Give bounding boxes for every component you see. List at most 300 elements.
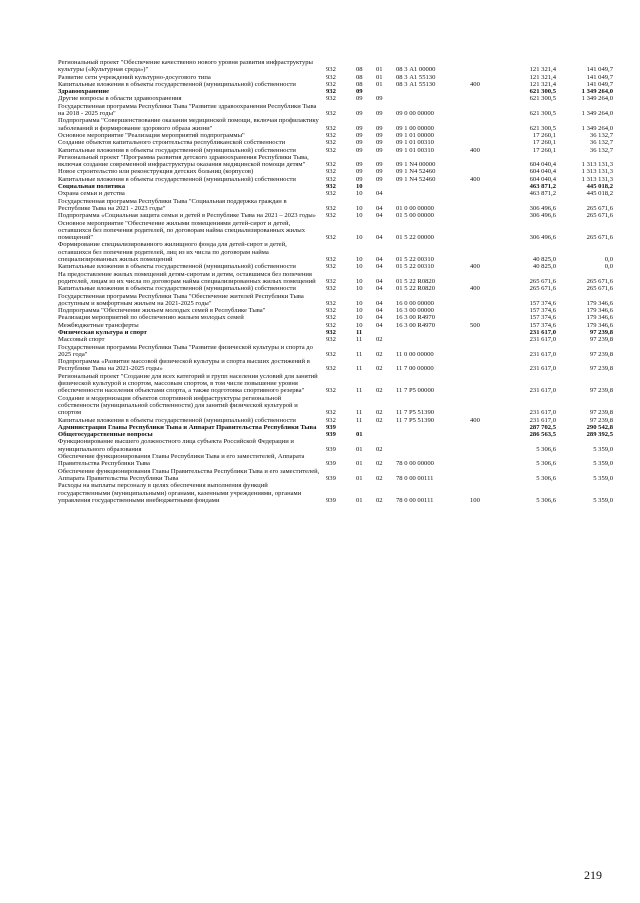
ministry-code: 932 xyxy=(326,387,336,395)
table-row xyxy=(58,147,613,154)
ministry-code: 932 xyxy=(326,88,336,96)
ministry-code: 932 xyxy=(326,95,336,103)
amount-2022: 157 374,6 xyxy=(529,314,556,322)
subsection-code xyxy=(376,183,396,190)
section-code: 09 xyxy=(356,110,363,118)
row-name: Другие вопросы в области здравоохранения xyxy=(58,95,182,103)
target-article-code xyxy=(396,183,470,190)
row-name: Подпрограмма "Обеспечение жильем молодых семей в Республике Тыва" xyxy=(58,307,266,315)
table-row xyxy=(58,329,613,336)
ministry-code: 932 xyxy=(326,212,336,220)
subsection-code: 04 xyxy=(376,204,383,212)
ministry-code: 932 xyxy=(326,365,336,373)
table-row xyxy=(58,263,613,270)
section-code: 01 xyxy=(356,460,363,468)
ministry-code: 932 xyxy=(326,307,336,315)
subsection-code: 02 xyxy=(376,387,383,395)
row-name: Функционирование высшего должностного лица субъекта Российской Федерации и муниципального образования xyxy=(58,438,294,453)
row-name: Подпрограмма «Развитие массовой физической культуры и спорта высших достижений в Республике Тыва на 2021-2025 годы» xyxy=(58,358,310,373)
ministry-code: 932 xyxy=(326,183,336,191)
section-code: 01 xyxy=(356,474,363,482)
row-name: Региональный проект "Программа развития детского здравоохранения Республики Тыва, включая создание современной инфраструктуры оказания медицинской помощи детям" xyxy=(58,153,309,169)
expense-type-code xyxy=(470,103,496,118)
target-article-code: 01 5 00 00000 xyxy=(396,212,434,220)
amount-2023: 5 359,0 xyxy=(593,460,613,468)
row-name: Капитальные вложения в объекты государственной (муниципальной) собственности xyxy=(58,146,296,154)
subsection-code: 09 xyxy=(376,168,383,176)
target-article-code: 16 3 00 00000 xyxy=(396,307,434,315)
target-article-code: 01 5 22 00310 xyxy=(396,263,434,271)
budget-sheet xyxy=(58,59,613,504)
expense-type-code xyxy=(470,212,496,219)
table-row xyxy=(58,438,613,453)
expense-type-code xyxy=(470,293,496,308)
ministry-code: 939 xyxy=(326,423,336,431)
expense-type-code xyxy=(470,95,496,102)
section-code: 10 xyxy=(356,212,363,220)
ministry-code: 932 xyxy=(326,80,336,88)
expense-type-code xyxy=(470,190,496,197)
amount-2022: 157 374,6 xyxy=(529,307,556,315)
section-code: 09 xyxy=(356,161,363,169)
subsection-code: 01 xyxy=(376,80,383,88)
ministry-code: 932 xyxy=(326,299,336,307)
expense-type-code xyxy=(470,431,496,438)
amount-2023: 97 239,8 xyxy=(589,409,613,417)
row-name: Региональный проект "Создание для всех категорий и групп населения условий для занятий физической культурой и спортом, массовым спортом, в том числе повышение уровня обеспеченности населения объектами спорта, а также подготовка спортивного резерва" xyxy=(58,372,318,395)
expense-type-code xyxy=(470,168,496,175)
table-row xyxy=(58,285,613,292)
target-article-code: 16 0 00 00000 xyxy=(396,299,434,307)
ministry-code: 932 xyxy=(326,131,336,139)
row-name: Государственная программа Республики Тыва "Развитие физической культуры и спорта до 2025 года" xyxy=(58,343,313,358)
target-article-code: 09 1 N4 00000 xyxy=(396,161,436,169)
row-name: Капитальные вложения в объекты государственной (муниципальной) собственности xyxy=(58,263,296,271)
row-name: Расходы на выплаты персоналу в целях обеспечения выполнения функций государственными (муниципальными) органами, казенными учреждениями, органами управления государственными внебюджетными фондами xyxy=(58,482,302,504)
target-article-code: 01 5 22 00310 xyxy=(396,256,434,264)
page-number: 219 xyxy=(584,868,602,882)
table-row xyxy=(58,271,613,286)
section-code: 11 xyxy=(356,336,363,344)
section-code: 11 xyxy=(356,416,363,424)
subsection-code: 09 xyxy=(376,110,383,118)
target-article-code xyxy=(396,329,470,336)
expense-type-code xyxy=(470,132,496,139)
ministry-code: 932 xyxy=(326,190,336,198)
amount-2023: 141 049,7 xyxy=(586,80,613,88)
expense-type-code xyxy=(470,74,496,81)
subsection-code: 04 xyxy=(376,263,383,271)
amount-2022: 604 040,4 xyxy=(529,161,556,169)
section-code: 08 xyxy=(356,80,363,88)
ministry-code: 932 xyxy=(326,161,336,169)
ministry-code: 932 xyxy=(326,204,336,212)
table-row xyxy=(58,183,613,190)
section-code: 10 xyxy=(356,204,363,212)
amount-2023: 5 359,0 xyxy=(593,496,613,504)
amount-2022: 121 321,4 xyxy=(529,73,556,81)
amount-2022: 463 871,2 xyxy=(529,183,556,191)
expense-type-code xyxy=(470,329,496,336)
section-code: 09 xyxy=(356,175,363,183)
amount-2022: 621 300,5 xyxy=(529,124,556,132)
row-name: Межбюджетные трансферты xyxy=(58,321,139,329)
subsection-code: 02 xyxy=(376,365,383,373)
table-row xyxy=(58,190,613,197)
ministry-code: 932 xyxy=(326,409,336,417)
budget-table xyxy=(58,59,613,504)
ministry-code: 932 xyxy=(326,277,336,285)
amount-2023: 1 349 264,0 xyxy=(581,88,613,96)
expense-type-code: 400 xyxy=(470,416,480,424)
subsection-code: 09 xyxy=(376,175,383,183)
amount-2023: 265 671,6 xyxy=(586,204,613,212)
amount-2022: 306 496,6 xyxy=(529,212,556,220)
amount-2022: 286 563,5 xyxy=(529,431,556,439)
subsection-code: 09 xyxy=(376,124,383,132)
amount-2022: 231 617,0 xyxy=(529,328,556,336)
ministry-code: 939 xyxy=(326,445,336,453)
table-row xyxy=(58,395,613,417)
row-name: Капитальные вложения в объекты государственной (муниципальной) собственности xyxy=(58,416,296,424)
target-article-code xyxy=(396,88,470,95)
subsection-code: 09 xyxy=(376,161,383,169)
target-article-code: 01 0 00 00000 xyxy=(396,204,434,212)
table-row xyxy=(58,453,613,468)
expense-type-code: 400 xyxy=(470,285,480,293)
ministry-code: 932 xyxy=(326,110,336,118)
row-name: Здравоохранение xyxy=(58,88,110,96)
row-name: Создание объектов капитального строительства республиканской собственности xyxy=(58,139,286,147)
target-article-code: 78 0 00 00111 xyxy=(396,474,434,482)
table-row xyxy=(58,344,613,359)
amount-2023: 445 018,2 xyxy=(586,183,613,191)
row-name: Капитальные вложения в объекты государственной (муниципальной) собственности xyxy=(58,285,296,293)
target-article-code: 11 7 P5 51390 xyxy=(396,409,435,417)
ministry-code: 932 xyxy=(326,234,336,242)
section-code: 10 xyxy=(356,263,363,271)
ministry-code: 932 xyxy=(326,350,336,358)
amount-2023: 179 346,6 xyxy=(586,321,613,329)
amount-2022: 604 040,4 xyxy=(529,175,556,183)
subsection-code: 09 xyxy=(376,139,383,147)
ministry-code: 932 xyxy=(326,416,336,424)
row-name: Охрана семьи и детства xyxy=(58,190,125,198)
amount-2023: 5 359,0 xyxy=(593,474,613,482)
section-code: 10 xyxy=(356,314,363,322)
subsection-code: 02 xyxy=(376,445,383,453)
section-code: 11 xyxy=(356,409,363,417)
row-name: Новое строительство или реконструкция детских больниц (корпусов) xyxy=(58,168,254,176)
table-row xyxy=(58,373,613,395)
expense-type-code: 400 xyxy=(470,80,480,88)
row-name: Создание и модернизация объектов спортивной инфраструктуры региональной собственности (муниципальной собственности) для занятий физической культурой и спортом xyxy=(58,394,298,417)
ministry-code: 939 xyxy=(326,460,336,468)
amount-2022: 265 671,6 xyxy=(529,285,556,293)
subsection-code: 04 xyxy=(376,285,383,293)
row-name: Государственная программа Республики Тыва "Обеспечение жителей Республики Тыва доступным и комфортным жильем на 2021-2025 годы" xyxy=(58,292,304,307)
amount-2023: 289 392,5 xyxy=(586,431,613,439)
target-article-code xyxy=(396,424,470,431)
section-code: 11 xyxy=(356,328,363,336)
ministry-code: 932 xyxy=(326,314,336,322)
amount-2023: 0,0 xyxy=(604,256,613,264)
table-row xyxy=(58,81,613,88)
subsection-code: 04 xyxy=(376,307,383,315)
target-article-code: 16 3 00 R4970 xyxy=(396,314,436,322)
expense-type-code: 400 xyxy=(470,146,480,154)
row-name: Государственная программа Республики Тыва "Развитие здравоохранения Республики Тыва на 2018 - 2025 годы" xyxy=(58,102,317,118)
amount-2022: 231 617,0 xyxy=(529,350,556,358)
target-article-code: 01 5 22 00000 xyxy=(396,234,434,242)
amount-2023: 265 671,6 xyxy=(586,234,613,242)
ministry-code: 932 xyxy=(326,66,336,74)
target-article-code: 09 1 N4 52460 xyxy=(396,175,436,183)
amount-2022: 5 306,6 xyxy=(536,445,556,453)
amount-2023: 97 239,8 xyxy=(589,365,613,373)
target-article-code xyxy=(396,95,470,102)
amount-2022: 17 260,1 xyxy=(532,131,556,139)
section-code: 09 xyxy=(356,95,363,103)
amount-2023: 179 346,6 xyxy=(586,307,613,315)
amount-2022: 40 825,0 xyxy=(532,263,556,271)
amount-2022: 265 671,6 xyxy=(529,277,556,285)
ministry-code: 932 xyxy=(326,321,336,329)
amount-2023: 36 132,7 xyxy=(589,131,613,139)
ministry-code: 939 xyxy=(326,496,336,504)
subsection-code: 02 xyxy=(376,350,383,358)
amount-2022: 604 040,4 xyxy=(529,168,556,176)
ministry-code: 932 xyxy=(326,263,336,271)
section-code: 09 xyxy=(356,168,363,176)
section-code: 09 xyxy=(356,131,363,139)
section-code: 10 xyxy=(356,285,363,293)
amount-2022: 463 871,2 xyxy=(529,190,556,198)
table-row xyxy=(58,307,613,314)
target-article-code: 08 3 А1 55130 xyxy=(396,80,436,88)
target-article-code: 11 7 P5 00000 xyxy=(396,387,435,395)
amount-2022: 231 617,0 xyxy=(529,416,556,424)
row-name: На предоставление жилых помещений детям-сиротам и детям, оставшимся без попечения родителей, лицам из их числа по договорам найма специализированных жилых помещений xyxy=(58,270,316,285)
section-code: 08 xyxy=(356,73,363,81)
ministry-code: 932 xyxy=(326,139,336,147)
amount-2023: 1 313 131,3 xyxy=(581,168,613,176)
section-code: 01 xyxy=(356,431,363,439)
amount-2023: 5 359,0 xyxy=(593,445,613,453)
ministry-code: 932 xyxy=(326,336,336,344)
row-name: Подпрограмма "Совершенствование оказания медицинской помощи, включая профилактику заболеваний и формирование здорового образа жизни" xyxy=(58,117,319,132)
subsection-code: 04 xyxy=(376,314,383,322)
section-code: 10 xyxy=(356,307,363,315)
table-row xyxy=(58,132,613,139)
target-article-code: 11 7 00 00000 xyxy=(396,365,434,373)
amount-2022: 157 374,6 xyxy=(529,299,556,307)
amount-2023: 265 671,6 xyxy=(586,285,613,293)
subsection-code xyxy=(376,329,396,336)
amount-2023: 97 239,8 xyxy=(589,328,613,336)
ministry-code: 932 xyxy=(326,256,336,264)
row-name: Реализация мероприятий по обеспечению жильем молодых семей xyxy=(58,314,244,322)
amount-2023: 445 018,2 xyxy=(586,190,613,198)
amount-2023: 1 349 264,0 xyxy=(581,124,613,132)
target-article-code: 08 3 А1 55130 xyxy=(396,73,436,81)
amount-2023: 141 049,7 xyxy=(586,66,613,74)
row-name: Государственная программа Республики Тыва "Социальная поддержка граждан в Республике Тыва на 2021 - 2023 годы" xyxy=(58,197,287,212)
table-row xyxy=(58,220,613,242)
target-article-code: 09 0 00 00000 xyxy=(396,110,434,118)
target-article-code: 09 1 01 00310 xyxy=(396,146,434,154)
subsection-code: 02 xyxy=(376,416,383,424)
amount-2023: 36 132,7 xyxy=(589,139,613,147)
section-code: 09 xyxy=(356,88,363,96)
table-row xyxy=(58,103,613,118)
subsection-code: 04 xyxy=(376,234,383,242)
section-code: 09 xyxy=(356,139,363,147)
amount-2023: 290 542,8 xyxy=(586,423,613,431)
amount-2022: 17 260,1 xyxy=(532,139,556,147)
subsection-code: 04 xyxy=(376,321,383,329)
amount-2022: 5 306,6 xyxy=(536,496,556,504)
target-article-code: 11 7 P5 51390 xyxy=(396,416,435,424)
section-code xyxy=(356,424,376,431)
table-row xyxy=(58,117,613,132)
expense-type-code: 100 xyxy=(470,496,480,504)
row-name: Капитальные вложения в объекты государственной (муниципальной) собственности xyxy=(58,80,296,88)
target-article-code xyxy=(396,190,470,197)
amount-2022: 231 617,0 xyxy=(529,387,556,395)
expense-type-code xyxy=(470,117,496,132)
target-article-code: 09 1 01 00000 xyxy=(396,131,434,139)
amount-2023: 97 239,8 xyxy=(589,416,613,424)
section-code: 01 xyxy=(356,496,363,504)
subsection-code: 09 xyxy=(376,146,383,154)
subsection-code: 04 xyxy=(376,277,383,285)
expense-type-code xyxy=(470,438,496,453)
expense-type-code xyxy=(470,314,496,321)
table-row xyxy=(58,336,613,343)
subsection-code: 04 xyxy=(376,212,383,220)
section-code: 10 xyxy=(356,183,363,191)
table-row xyxy=(58,241,613,263)
target-article-code: 09 1 00 00000 xyxy=(396,124,434,132)
amount-2022: 306 496,6 xyxy=(529,234,556,242)
amount-2022: 621 300,5 xyxy=(529,110,556,118)
ministry-code: 932 xyxy=(326,328,336,336)
row-name: Администрация Главы Республики Тыва и Аппарат Правительства Республики Тыва xyxy=(58,423,317,431)
section-code: 09 xyxy=(356,124,363,132)
target-article-code xyxy=(396,336,470,343)
amount-2023: 1 349 264,0 xyxy=(581,95,613,103)
expense-type-code xyxy=(470,344,496,359)
table-row xyxy=(58,198,613,213)
expense-type-code xyxy=(470,59,496,74)
target-article-code: 01 5 22 R0820 xyxy=(396,285,436,293)
budget-rows xyxy=(58,59,613,504)
table-row xyxy=(58,95,613,102)
amount-2022: 157 374,6 xyxy=(529,321,556,329)
target-article-code: 01 5 22 R0820 xyxy=(396,277,436,285)
target-article-code: 16 3 00 R4970 xyxy=(396,321,436,329)
amount-2022: 121 321,4 xyxy=(529,80,556,88)
amount-2023: 97 239,8 xyxy=(589,350,613,358)
expense-type-code: 500 xyxy=(470,321,480,329)
amount-2022: 121 321,4 xyxy=(529,66,556,74)
section-code: 10 xyxy=(356,190,363,198)
section-code: 10 xyxy=(356,277,363,285)
amount-2023: 36 132,7 xyxy=(589,146,613,154)
subsection-code: 01 xyxy=(376,66,383,74)
table-row xyxy=(58,293,613,308)
amount-2023: 265 671,6 xyxy=(586,212,613,220)
table-row xyxy=(58,468,613,483)
amount-2022: 621 300,5 xyxy=(529,88,556,96)
amount-2022: 5 306,6 xyxy=(536,474,556,482)
amount-2022: 231 617,0 xyxy=(529,365,556,373)
ministry-code: 932 xyxy=(326,146,336,154)
amount-2023: 1 313 131,3 xyxy=(581,175,613,183)
subsection-code xyxy=(376,88,396,95)
ministry-code: 939 xyxy=(326,431,336,439)
row-name: Общегосударственные вопросы xyxy=(58,431,153,439)
target-article-code xyxy=(396,431,470,438)
section-code: 10 xyxy=(356,256,363,264)
table-row xyxy=(58,314,613,321)
row-name: Капитальные вложения в объекты государственной (муниципальной) собственности xyxy=(58,175,296,183)
row-name: Основное мероприятие "Обеспечение жилыми помещениями детей-сирот и детей, оставшихся без попечения родителей, по договорам найма специализированных жилых помещений" xyxy=(58,219,305,242)
table-row xyxy=(58,482,613,504)
subsection-code: 02 xyxy=(376,336,383,344)
subsection-code: 09 xyxy=(376,131,383,139)
subsection-code: 02 xyxy=(376,460,383,468)
ministry-code: 932 xyxy=(326,124,336,132)
row-name: Социальная политика xyxy=(58,183,126,191)
table-row xyxy=(58,176,613,183)
expense-type-code: 400 xyxy=(470,175,480,183)
target-article-code: 09 1 N4 52460 xyxy=(396,168,436,176)
expense-type-code: 400 xyxy=(470,263,480,271)
amount-2022: 621 300,5 xyxy=(529,95,556,103)
section-code: 11 xyxy=(356,350,363,358)
ministry-code: 932 xyxy=(326,73,336,81)
subsection-code xyxy=(376,431,396,438)
subsection-code: 04 xyxy=(376,299,383,307)
subsection-code: 02 xyxy=(376,496,383,504)
row-name: Обеспечение функционирования Главы Республики Тыва и его заместителей, Аппарата Правительства Республики Тыва xyxy=(58,453,305,468)
amount-2022: 287 702,5 xyxy=(529,423,556,431)
row-name: Формирование специализированного жилищного фонда для детей-сирот и детей, оставшихся без попечения родителей, лиц из их числа по договорам найма специализированных жилых помещений xyxy=(58,241,287,264)
subsection-code xyxy=(376,424,396,431)
ministry-code: 932 xyxy=(326,285,336,293)
table-row xyxy=(58,358,613,373)
table-row xyxy=(58,212,613,219)
expense-type-code xyxy=(470,307,496,314)
expense-type-code xyxy=(470,88,496,95)
table-row xyxy=(58,431,613,438)
target-article-code: 78 0 00 00111 xyxy=(396,496,434,504)
expense-type-code xyxy=(470,271,496,286)
section-code: 01 xyxy=(356,445,363,453)
expense-type-code xyxy=(470,198,496,213)
subsection-code: 01 xyxy=(376,73,383,81)
amount-2022: 231 617,0 xyxy=(529,336,556,344)
table-row xyxy=(58,168,613,175)
expense-type-code xyxy=(470,453,496,468)
amount-2023: 265 671,6 xyxy=(586,277,613,285)
amount-2022: 231 617,0 xyxy=(529,409,556,417)
expense-type-code xyxy=(470,139,496,146)
expense-type-code xyxy=(470,358,496,373)
section-code: 08 xyxy=(356,66,363,74)
